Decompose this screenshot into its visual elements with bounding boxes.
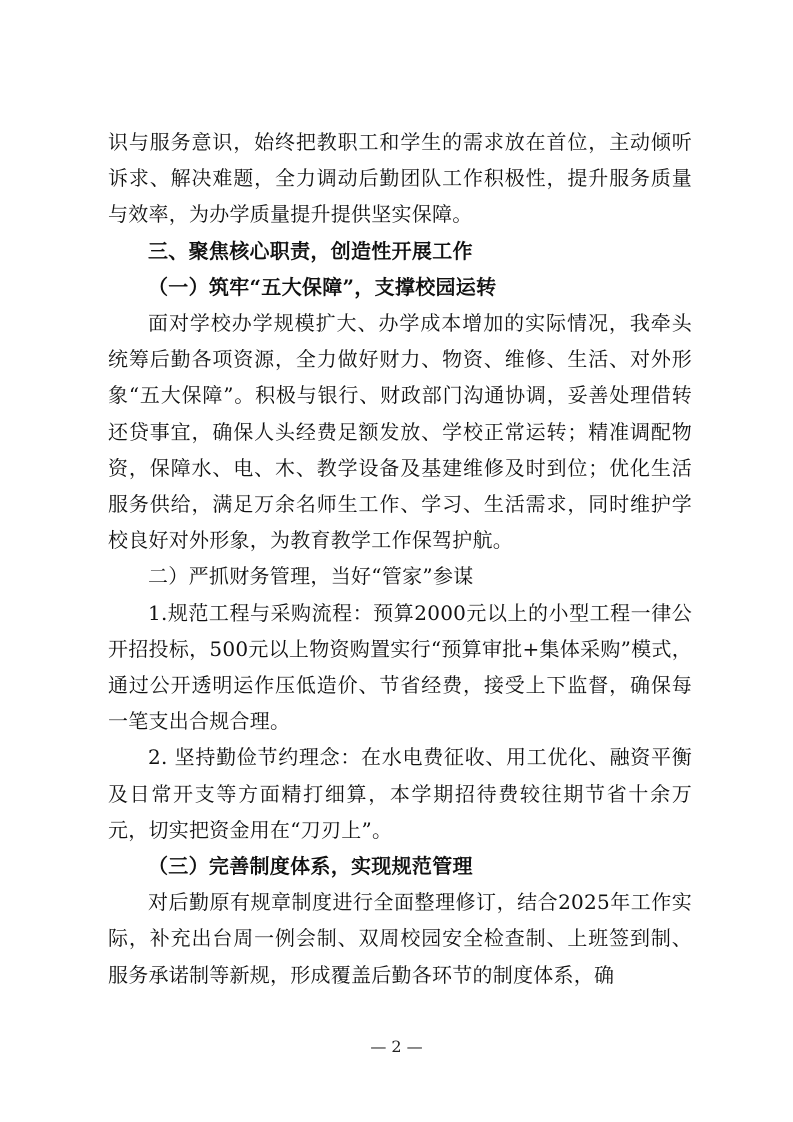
subsection-heading-3: （三）完善制度体系，实现规范管理 (148, 854, 473, 879)
paragraph-frugality: 2. 坚持勤俭节约理念：在水电费征收、用工优化、融资平衡及日常开支等方面精打细算，本学期招待费较往期节省十余万元，切实把资金用在“刀刃上”。 (108, 745, 692, 842)
document-body (108, 124, 692, 993)
section-heading-3: 三、聚焦核心职责，创造性开展工作 (148, 238, 473, 263)
paragraph-regulations: 对后勤原有规章制度进行全面整理修订，结合2025年工作实际，补充出台周一例会制、双周校园安全检查制、上班签到制、服务承诺制等新规，形成覆盖后勤各环节的制度体系，确 (108, 890, 692, 987)
page-number: — 2 — (370, 1037, 423, 1056)
subsection-heading-2: 二）严抓财务管理，当好“管家”参谋 (148, 564, 474, 589)
subsection-heading-1: （一）筑牢“五大保障”，支撑校园运转 (148, 274, 497, 299)
paragraph-continued: 识与服务意识，始终把教职工和学生的需求放在首位，主动倾听诉求、解决难题，全力调动后勤团队工作积极性，提升服务质量与效率，为办学质量提升提供坚实保障。 (108, 130, 692, 227)
paragraph-procurement: 1.规范工程与采购流程：预算2000元以上的小型工程一律公开招投标，500元以上物资购置实行“预算审批+集体采购”模式，通过公开透明运作压低造价、节省经费，接受上下监督，确保每一笔支出合规合理。 (108, 600, 692, 734)
paragraph-five-guarantees: 面对学校办学规模扩大、办学成本增加的实际情况，我牵头统筹后勤各项资源，全力做好财力、物资、维修、生活、对外形象“五大保障”。积极与银行、财政部门沟通协调，妥善处理借转还贷事宜，确保人头经费足额发放、学校正常运转；精准调配物资，保障水、电、木、教学设备及基建维修及时到位；优化生活服务供给，满足万余名师生工作、学习、生活需求，同时维护学校良好对外形象，为教育教学工作保驾护航。 (108, 311, 692, 553)
